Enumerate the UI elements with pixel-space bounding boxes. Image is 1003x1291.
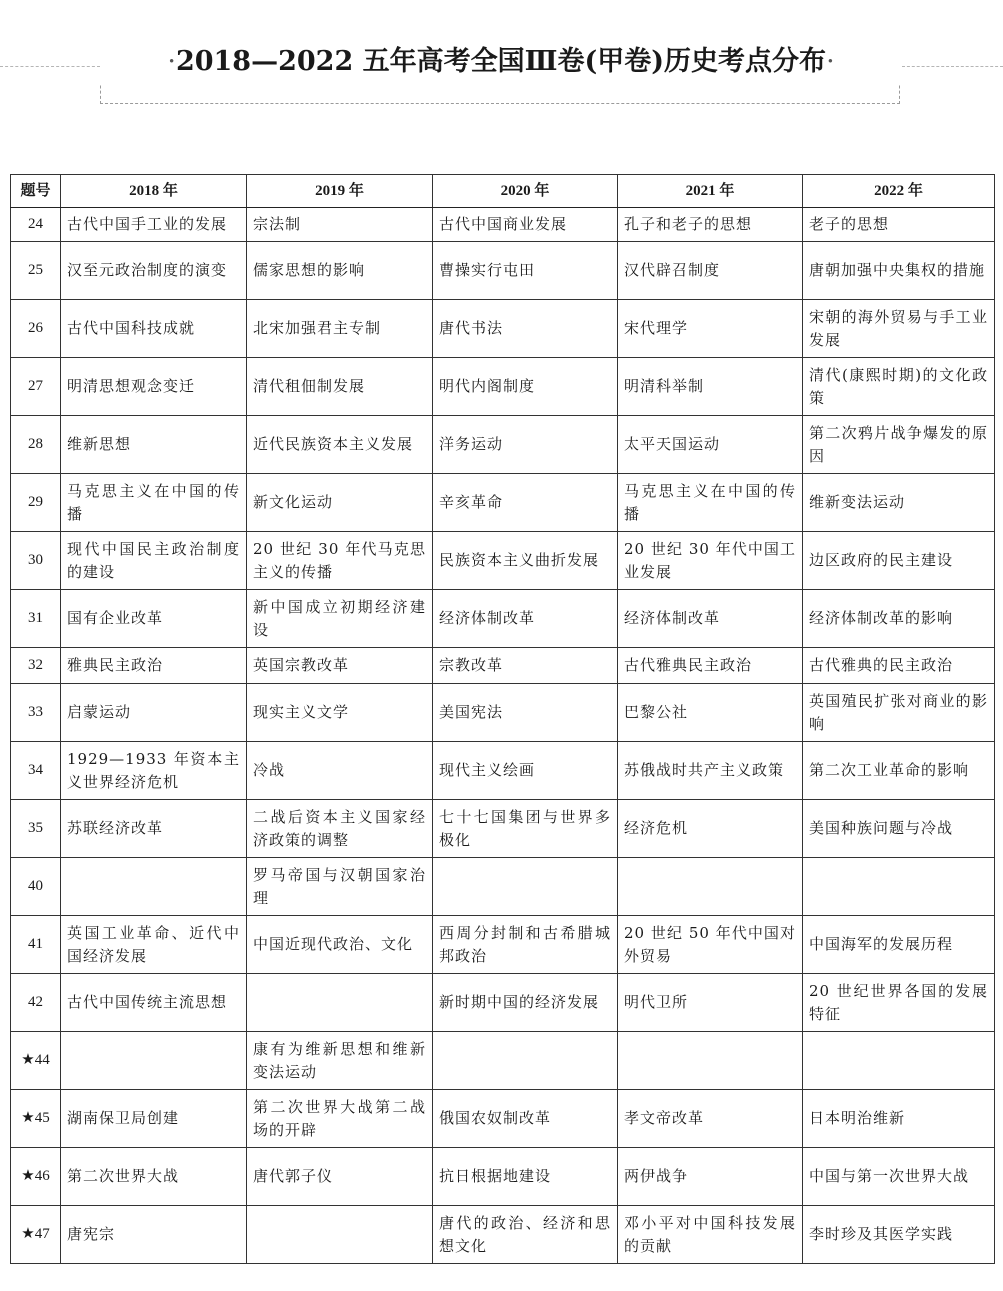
topic-cell: 古代中国科技成就 [61,300,247,358]
table-header-row [11,175,995,208]
topic-cell: 现代主义绘画 [433,742,618,800]
topic-cell: 汉代辟召制度 [618,242,803,300]
question-number: 32 [11,648,61,684]
header-year-2020: 2020 年 [433,175,618,208]
question-number: ★45 [11,1090,61,1148]
topic-cell: 20 世纪 50 年代中国对外贸易 [618,916,803,974]
table-row [11,1032,995,1090]
topic-cell: 辛亥革命 [433,474,618,532]
topic-cell: 美国种族问题与冷战 [803,800,995,858]
table-row [11,208,995,242]
topic-cell: 中国近现代政治、文化 [247,916,433,974]
topic-cell [247,974,433,1032]
question-number: 42 [11,974,61,1032]
topic-cell: 1929—1933 年资本主义世界经济危机 [61,742,247,800]
question-number: ★47 [11,1206,61,1264]
table-row [11,474,995,532]
table-row [11,416,995,474]
topic-cell: 古代中国商业发展 [433,208,618,242]
topic-cell: 经济体制改革 [433,590,618,648]
topic-cell: 现代中国民主政治制度的建设 [61,532,247,590]
topic-cell: 明代卫所 [618,974,803,1032]
question-number: 33 [11,684,61,742]
topic-cell: 唐代的政治、经济和思想文化 [433,1206,618,1264]
table-row [11,742,995,800]
topic-cell: 唐代郭子仪 [247,1148,433,1206]
question-number: 40 [11,858,61,916]
header-year-2021: 2021 年 [618,175,803,208]
question-number: 26 [11,300,61,358]
topic-cell: 清代租佃制发展 [247,358,433,416]
topic-cell: 唐代书法 [433,300,618,358]
page-title [100,40,902,84]
table-body [11,208,995,1264]
topic-cell [618,1032,803,1090]
question-number: 28 [11,416,61,474]
topic-cell: 宋朝的海外贸易与手工业发展 [803,300,995,358]
question-number: 29 [11,474,61,532]
topic-cell: 清代(康熙时期)的文化政策 [803,358,995,416]
topic-cell: 马克思主义在中国的传播 [618,474,803,532]
table-row [11,916,995,974]
topic-cell [247,1206,433,1264]
topic-cell: 老子的思想 [803,208,995,242]
topic-cell: 李时珍及其医学实践 [803,1206,995,1264]
topic-cell: 第二次工业革命的影响 [803,742,995,800]
topic-cell [803,1032,995,1090]
topic-cell: 宗法制 [247,208,433,242]
topic-cell: 洋务运动 [433,416,618,474]
topic-cell: 英国工业革命、近代中国经济发展 [61,916,247,974]
topic-cell: 国有企业改革 [61,590,247,648]
topic-cell: 巴黎公社 [618,684,803,742]
topic-cell: 20 世纪世界各国的发展特征 [803,974,995,1032]
topic-cell: 新文化运动 [247,474,433,532]
table-row [11,858,995,916]
header-question-no: 题号 [11,175,61,208]
table-row [11,684,995,742]
topic-cell: 罗马帝国与汉朝国家治理 [247,858,433,916]
topic-cell: 古代中国手工业的发展 [61,208,247,242]
topic-cell: 中国海军的发展历程 [803,916,995,974]
topic-cell: 抗日根据地建设 [433,1148,618,1206]
topic-cell: 古代雅典民主政治 [618,648,803,684]
topic-cell: 美国宪法 [433,684,618,742]
topic-cell: 维新思想 [61,416,247,474]
topic-cell: 马克思主义在中国的传播 [61,474,247,532]
exam-topic-table [10,174,995,1264]
topic-cell: 经济体制改革的影响 [803,590,995,648]
topic-cell: 孔子和老子的思想 [618,208,803,242]
topic-cell: 七十七国集团与世界多极化 [433,800,618,858]
topic-cell [433,858,618,916]
question-number: 27 [11,358,61,416]
topic-cell: 日本明治维新 [803,1090,995,1148]
header-year-2022: 2022 年 [803,175,995,208]
topic-cell [61,1032,247,1090]
table-row [11,532,995,590]
topic-cell: 20 世纪 30 年代马克思主义的传播 [247,532,433,590]
title-dot-left: · [167,46,176,77]
topic-cell: 英国宗教改革 [247,648,433,684]
topic-cell: 冷战 [247,742,433,800]
question-number: 24 [11,208,61,242]
topic-cell: 新中国成立初期经济建设 [247,590,433,648]
topic-cell: 宋代理学 [618,300,803,358]
topic-cell: 明清思想观念变迁 [61,358,247,416]
topic-cell: 近代民族资本主义发展 [247,416,433,474]
topic-cell: 雅典民主政治 [61,648,247,684]
table-row [11,300,995,358]
topic-cell: 第二次世界大战 [61,1148,247,1206]
title-left-rule [0,66,100,67]
title-dot-right: · [826,46,835,77]
topic-cell: 古代中国传统主流思想 [61,974,247,1032]
topic-cell: 二战后资本主义国家经济政策的调整 [247,800,433,858]
question-number: 35 [11,800,61,858]
topic-cell: 儒家思想的影响 [247,242,433,300]
topic-cell: 太平天国运动 [618,416,803,474]
question-number: 31 [11,590,61,648]
topic-cell: 古代雅典的民主政治 [803,648,995,684]
topic-cell [618,858,803,916]
table-row [11,1148,995,1206]
question-number: 34 [11,742,61,800]
topic-cell [433,1032,618,1090]
topic-cell: 启蒙运动 [61,684,247,742]
topic-cell: 中国与第一次世界大战 [803,1148,995,1206]
topic-cell: 两伊战争 [618,1148,803,1206]
topic-cell: 20 世纪 30 年代中国工业发展 [618,532,803,590]
table-row [11,974,995,1032]
topic-cell: 明代内阁制度 [433,358,618,416]
topic-cell: 湖南保卫局创建 [61,1090,247,1148]
topic-cell [803,858,995,916]
title-right-rule [902,66,1003,67]
table-row [11,1206,995,1264]
topic-cell: 曹操实行屯田 [433,242,618,300]
table-row [11,800,995,858]
topic-cell: 苏联经济改革 [61,800,247,858]
topic-cell: 经济体制改革 [618,590,803,648]
table-row [11,242,995,300]
header-year-2019: 2019 年 [247,175,433,208]
table-row [11,590,995,648]
topic-cell: 唐朝加强中央集权的措施 [803,242,995,300]
table-row [11,648,995,684]
page-title-text: 2018—2022 五年高考全国Ⅲ卷(甲卷)历史考点分布 [175,46,827,77]
question-number: 30 [11,532,61,590]
topic-cell: 邓小平对中国科技发展的贡献 [618,1206,803,1264]
topic-cell: 维新变法运动 [803,474,995,532]
topic-cell: 西周分封制和古希腊城邦政治 [433,916,618,974]
topic-cell: 汉至元政治制度的演变 [61,242,247,300]
topic-cell: 新时期中国的经济发展 [433,974,618,1032]
topic-cell: 北宋加强君主专制 [247,300,433,358]
topic-cell: 宗教改革 [433,648,618,684]
question-number: 41 [11,916,61,974]
topic-cell: 孝文帝改革 [618,1090,803,1148]
question-number: ★46 [11,1148,61,1206]
topic-cell: 俄国农奴制改革 [433,1090,618,1148]
table-row [11,1090,995,1148]
question-number: ★44 [11,1032,61,1090]
table-row [11,358,995,416]
topic-cell: 苏俄战时共产主义政策 [618,742,803,800]
topic-cell: 第二次鸦片战争爆发的原因 [803,416,995,474]
topic-cell [61,858,247,916]
topic-cell: 英国殖民扩张对商业的影响 [803,684,995,742]
topic-cell: 边区政府的民主建设 [803,532,995,590]
topic-cell: 民族资本主义曲折发展 [433,532,618,590]
topic-cell: 现实主义文学 [247,684,433,742]
topic-cell: 经济危机 [618,800,803,858]
topic-cell: 第二次世界大战第二战场的开辟 [247,1090,433,1148]
question-number: 25 [11,242,61,300]
topic-cell: 明清科举制 [618,358,803,416]
topic-cell: 唐宪宗 [61,1206,247,1264]
title-banner [0,0,1003,150]
header-year-2018: 2018 年 [61,175,247,208]
topic-cell: 康有为维新思想和维新变法运动 [247,1032,433,1090]
